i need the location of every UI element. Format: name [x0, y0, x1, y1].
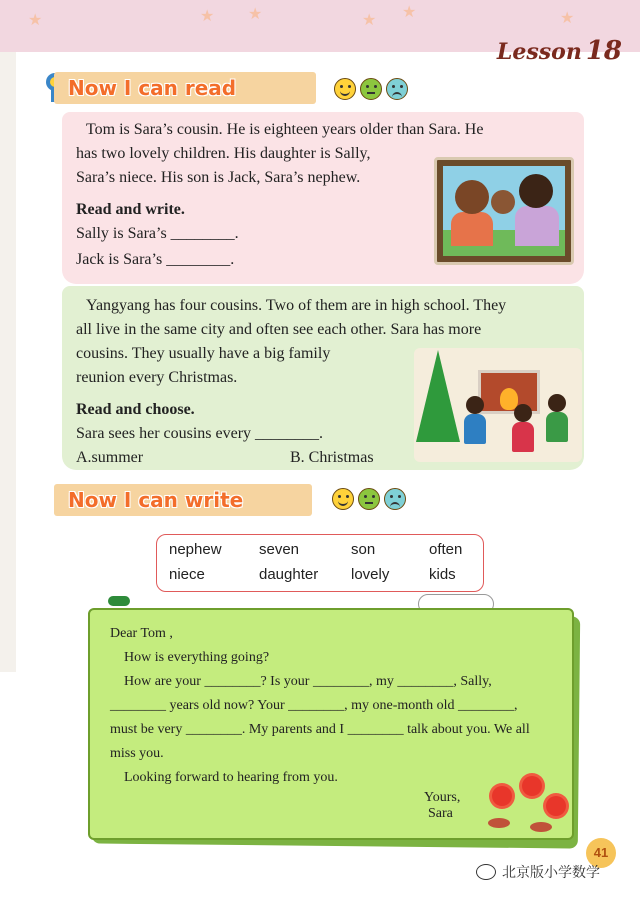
- self-rating-faces-read: [334, 78, 408, 100]
- word-bank: [156, 534, 484, 592]
- choice-option-a[interactable]: A.summer: [76, 449, 144, 466]
- flower-icon: [546, 796, 566, 816]
- letter-line[interactable]: How are your ________? Is your ________, my ________, Sally,: [124, 674, 492, 689]
- fill-in-item[interactable]: Sally is Sara’s ________.: [76, 225, 239, 242]
- star-icon: ★: [362, 10, 377, 29]
- passage-line: cousins. They usually have a big family: [76, 345, 331, 362]
- rock-decoration: [530, 822, 552, 832]
- write-section-heading: Now I can write: [54, 484, 312, 516]
- word-bank-item: often: [429, 541, 463, 558]
- passage-line: reunion every Christmas.: [76, 369, 238, 386]
- star-icon: ★: [28, 10, 43, 29]
- fill-in-item[interactable]: Jack is Sara’s ________.: [76, 251, 235, 268]
- letter-card: [88, 608, 574, 840]
- neutral-face-icon[interactable]: [360, 78, 382, 100]
- read-passage-2: [62, 286, 584, 470]
- flower-icon: [492, 786, 512, 806]
- star-icon: ★: [560, 8, 575, 27]
- word-bank-item: seven: [259, 541, 300, 558]
- letter-line: Looking forward to hearing from you.: [124, 770, 338, 785]
- word-bank-item: nephew: [169, 541, 222, 558]
- passage-line: Yangyang has four cousins. Two of them are in high school. They: [86, 297, 507, 314]
- letter-signature: Sara: [428, 806, 453, 821]
- letter-line[interactable]: must be very ________. My parents and I ________ talk about you. We all: [110, 722, 530, 737]
- christmas-illustration: [414, 348, 582, 462]
- happy-face-icon[interactable]: [332, 488, 354, 510]
- word-bank-item: son: [351, 541, 376, 558]
- letter-closing: Yours,: [424, 790, 461, 805]
- passage-line: Sara’s niece. His son is Jack, Sara’s nephew.: [76, 169, 361, 186]
- page-edge: [0, 52, 16, 672]
- sad-face-icon[interactable]: [386, 78, 408, 100]
- word-bank-item: niece: [169, 566, 205, 583]
- letter-line[interactable]: ________ years old now? Your ________, my one-month old ________,: [110, 698, 518, 713]
- neutral-face-icon[interactable]: [358, 488, 380, 510]
- read-section-heading: Now I can read: [54, 72, 316, 104]
- passage-line: Tom is Sara’s cousin. He is eighteen years older than Sara. He: [86, 121, 484, 138]
- flower-icon: [522, 776, 542, 796]
- happy-face-icon[interactable]: [334, 78, 356, 100]
- choice-option-b[interactable]: B. Christmas: [290, 449, 374, 466]
- read-passage-1: [62, 112, 584, 284]
- watermark: [474, 862, 600, 882]
- caterpillar-icon: [108, 596, 130, 606]
- star-icon: ★: [248, 4, 263, 23]
- lesson-title: [497, 36, 622, 66]
- word-bank-item: lovely: [351, 566, 390, 583]
- star-icon: ★: [402, 2, 417, 21]
- passage-line: all live in the same city and often see each other. Sara has more: [76, 321, 482, 338]
- choice-question: Sara sees her cousins every ________.: [76, 425, 324, 442]
- lesson-number: 18: [585, 36, 622, 66]
- rock-decoration: [488, 818, 510, 828]
- lesson-word: Lesson: [496, 39, 582, 65]
- word-bank-item: kids: [429, 566, 456, 583]
- word-bank-item: daughter: [259, 566, 319, 583]
- task-title: Read and write.: [76, 201, 185, 218]
- sad-face-icon[interactable]: [384, 488, 406, 510]
- family-illustration: [434, 157, 574, 265]
- task-title: Read and choose.: [76, 401, 195, 418]
- letter-greeting: Dear Tom ,: [110, 626, 173, 641]
- page-number: 41: [586, 838, 616, 868]
- self-rating-faces-write: [332, 488, 406, 510]
- star-icon: ★: [200, 6, 215, 25]
- letter-line: miss you.: [110, 746, 164, 761]
- letter-line: How is everything going?: [124, 650, 270, 665]
- watermark-text: 北京版小学数学: [502, 865, 600, 881]
- passage-line: has two lovely children. His daughter is Sally,: [76, 145, 371, 162]
